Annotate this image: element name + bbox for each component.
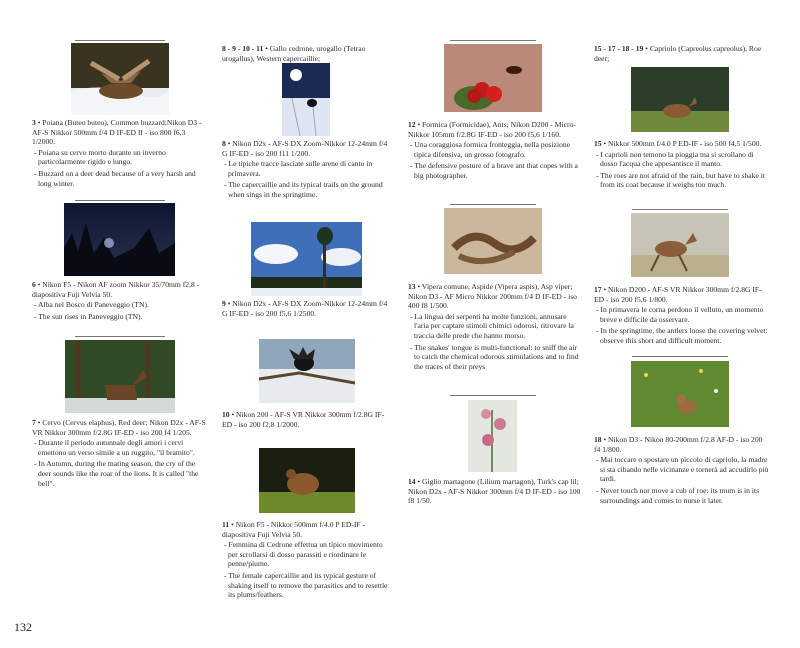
capercaillie-trail-photo bbox=[282, 63, 330, 136]
buzzard-photo bbox=[71, 43, 169, 115]
caption-14: 14 • Giglio martagone (Lilium martagon), Turk's cap lil; Nikon D2x - AF-S Nikkor 300mm f/4 D IF-ED - iso 100 f8 1/50. bbox=[408, 477, 581, 506]
caption-3: 3 • Poiana (Buteo buteo), Common buzzard;Nikon D3 - AF-S Nikkor 500mm f/4 D IF-ED II - iso 800 f6,3 1/2000. - Poiana su cervo morto durante un inverno particolarmente rigido e lungo. - Buzzard on a deer dead because of a very harsh and long winter. bbox=[32, 118, 202, 188]
sunrise-forest-photo bbox=[64, 203, 175, 276]
roe-deer-antlers-photo bbox=[631, 213, 729, 277]
caption-15-19-header: 15 - 17 - 18 - 19 • Capriolo (Capreolus capreolus), Roe deer; bbox=[594, 44, 762, 63]
caption-12: 12 • Formica (Formicidae), Ants; Nikon D200 - Micro-Nikkor 105mm f/2.8G IF-ED - iso 200 f5,6 1/160. - Una coraggiosa formica fronteggia, nella posizione tipica difensiva, un grosso fotografo. - The defensive posture of a brave ant that copes with a big photographer. bbox=[408, 120, 578, 180]
caption-10: 10 • Nikon 200 - AF-S VR Nikkor 300mm f/2.8G IF-ED - iso 200 f2,8 1/2000. bbox=[222, 410, 385, 429]
female-capercaillie-photo bbox=[259, 448, 355, 513]
caption-8: 8 • Nikon D2x - AF-S DX Zoom-Nikkor 12-24mm f/4 G IF-ED - iso 200 f11 1/200. - Le tipiche tracce lasciate sulle arene di canto in primavera. - The capercaillie and its typical trails on the ground when sings in the springtime. bbox=[222, 139, 388, 199]
caption-13: 13 • Vipera comune, Aspide (Vipera aspis), Asp viper; Nikon D3 - AF Micro Nikkor 200mm f/4 D IF-ED - iso 400 f8 1/500. - La lingua dei serpenti ha molte funzioni, annusare l'aria per captare stimoli chimici odorosi, ritrovare la traccia delle prede che hanno morso. - The snakes' tongue is multi-functional: to sniff the air to catch the chemical odorous stimulations and to find the traces of their preys bbox=[408, 282, 579, 371]
divider bbox=[75, 336, 165, 337]
divider bbox=[450, 204, 536, 205]
divider bbox=[450, 40, 536, 41]
caption-17: 17 • Nikon D200 - AF-S VR Nikkor 300mm f/2.8G IF-ED - iso 200 f5,6 1/800. - In primavera le corna perdono il velluto, un momento breve e difficile da osservare. - In the springtime, the antlers loose the covering velvet: observe this short and difficult moment. bbox=[594, 285, 768, 345]
caption-15: 15 • Nikkor 500mm f/4.0 P ED-IF - iso 500 f4,5 1/500. - I caprioli non temono la pioggia ma si scrollano di dosso l'acqua che appesantisce il manto. - The roes are not afraid of the rain, but have to shake it from its coat because it weighs too much. bbox=[594, 139, 765, 190]
capercaillie-display-photo bbox=[259, 339, 355, 403]
page-number: 132 bbox=[14, 620, 32, 634]
martagon-lily-photo bbox=[468, 400, 517, 472]
pine-sky-photo bbox=[251, 222, 362, 296]
divider bbox=[75, 200, 165, 201]
caption-8-11-header: 8 - 9 - 10 - 11 • Gallo cedrone, urogallo (Tetrao urogallus), Western capercaillie; bbox=[222, 44, 366, 63]
red-deer-photo bbox=[65, 340, 175, 413]
roe-deer-cub-photo bbox=[631, 361, 729, 427]
caption-9: 9 • Nikon D2x - AF-S DX Zoom-Nikkor 12-24mm f/4 G IF-ED - iso 200 f5,6 1/2500. bbox=[222, 299, 388, 318]
divider bbox=[632, 356, 728, 357]
caption-11: 11 • Nikon F5 - Nikkor 500mm f/4.0 P ED-IF - diapositiva Fuji Velvia 50. - Femmina di Cedrone effettua un tipico movimento per scrollarsi di dosso parassiti e riordinare le penne/piume. - The female capercaillie and its typical gesture of shaking itself to remove the parasitics and to resettle its plums/feathers. bbox=[222, 520, 388, 600]
divider bbox=[75, 40, 165, 41]
divider bbox=[450, 395, 536, 396]
divider bbox=[632, 209, 728, 210]
caption-7: 7 • Cervo (Cervus elaphus), Red deer; Nikon D2x - AF-S VR Nikkor 300mm f/2.8G IF-ED - iso 200 f4 1/205. - Durante il periodo autunnale degli amori i cervi emettono un verso simile a un ruggito, "il bramito". - In Autumn, during the mating season, the cry of the deer sounds like the roar of the lions. It is called "the bell". bbox=[32, 418, 206, 488]
roe-deer-rain-photo bbox=[631, 67, 729, 132]
viper-photo bbox=[444, 208, 542, 274]
caption-6: 6 • Nikon F5 - Nikon AF zoom Nikkor 35/70mm f2,8 - diapositiva Fuji Velvia 50. - Alba nel Bosco di Paneveggio (TN). - The sun rises in Paneveggio (TN). bbox=[32, 280, 200, 321]
ant-photo bbox=[444, 44, 542, 112]
caption-18: 18 • Nikon D3 - Nikon 80-200mm f/2.8 AF-D - iso 200 f4 1/800. - Mai toccare o spostare un piccolo di capriolo, la madre si sta cibando nelle vicinanze e tornerà ad accudirlo più tardi. - Never touch nor move a cub of roe: its mum is in its surroundings and comes to nurse it later. bbox=[594, 435, 769, 505]
